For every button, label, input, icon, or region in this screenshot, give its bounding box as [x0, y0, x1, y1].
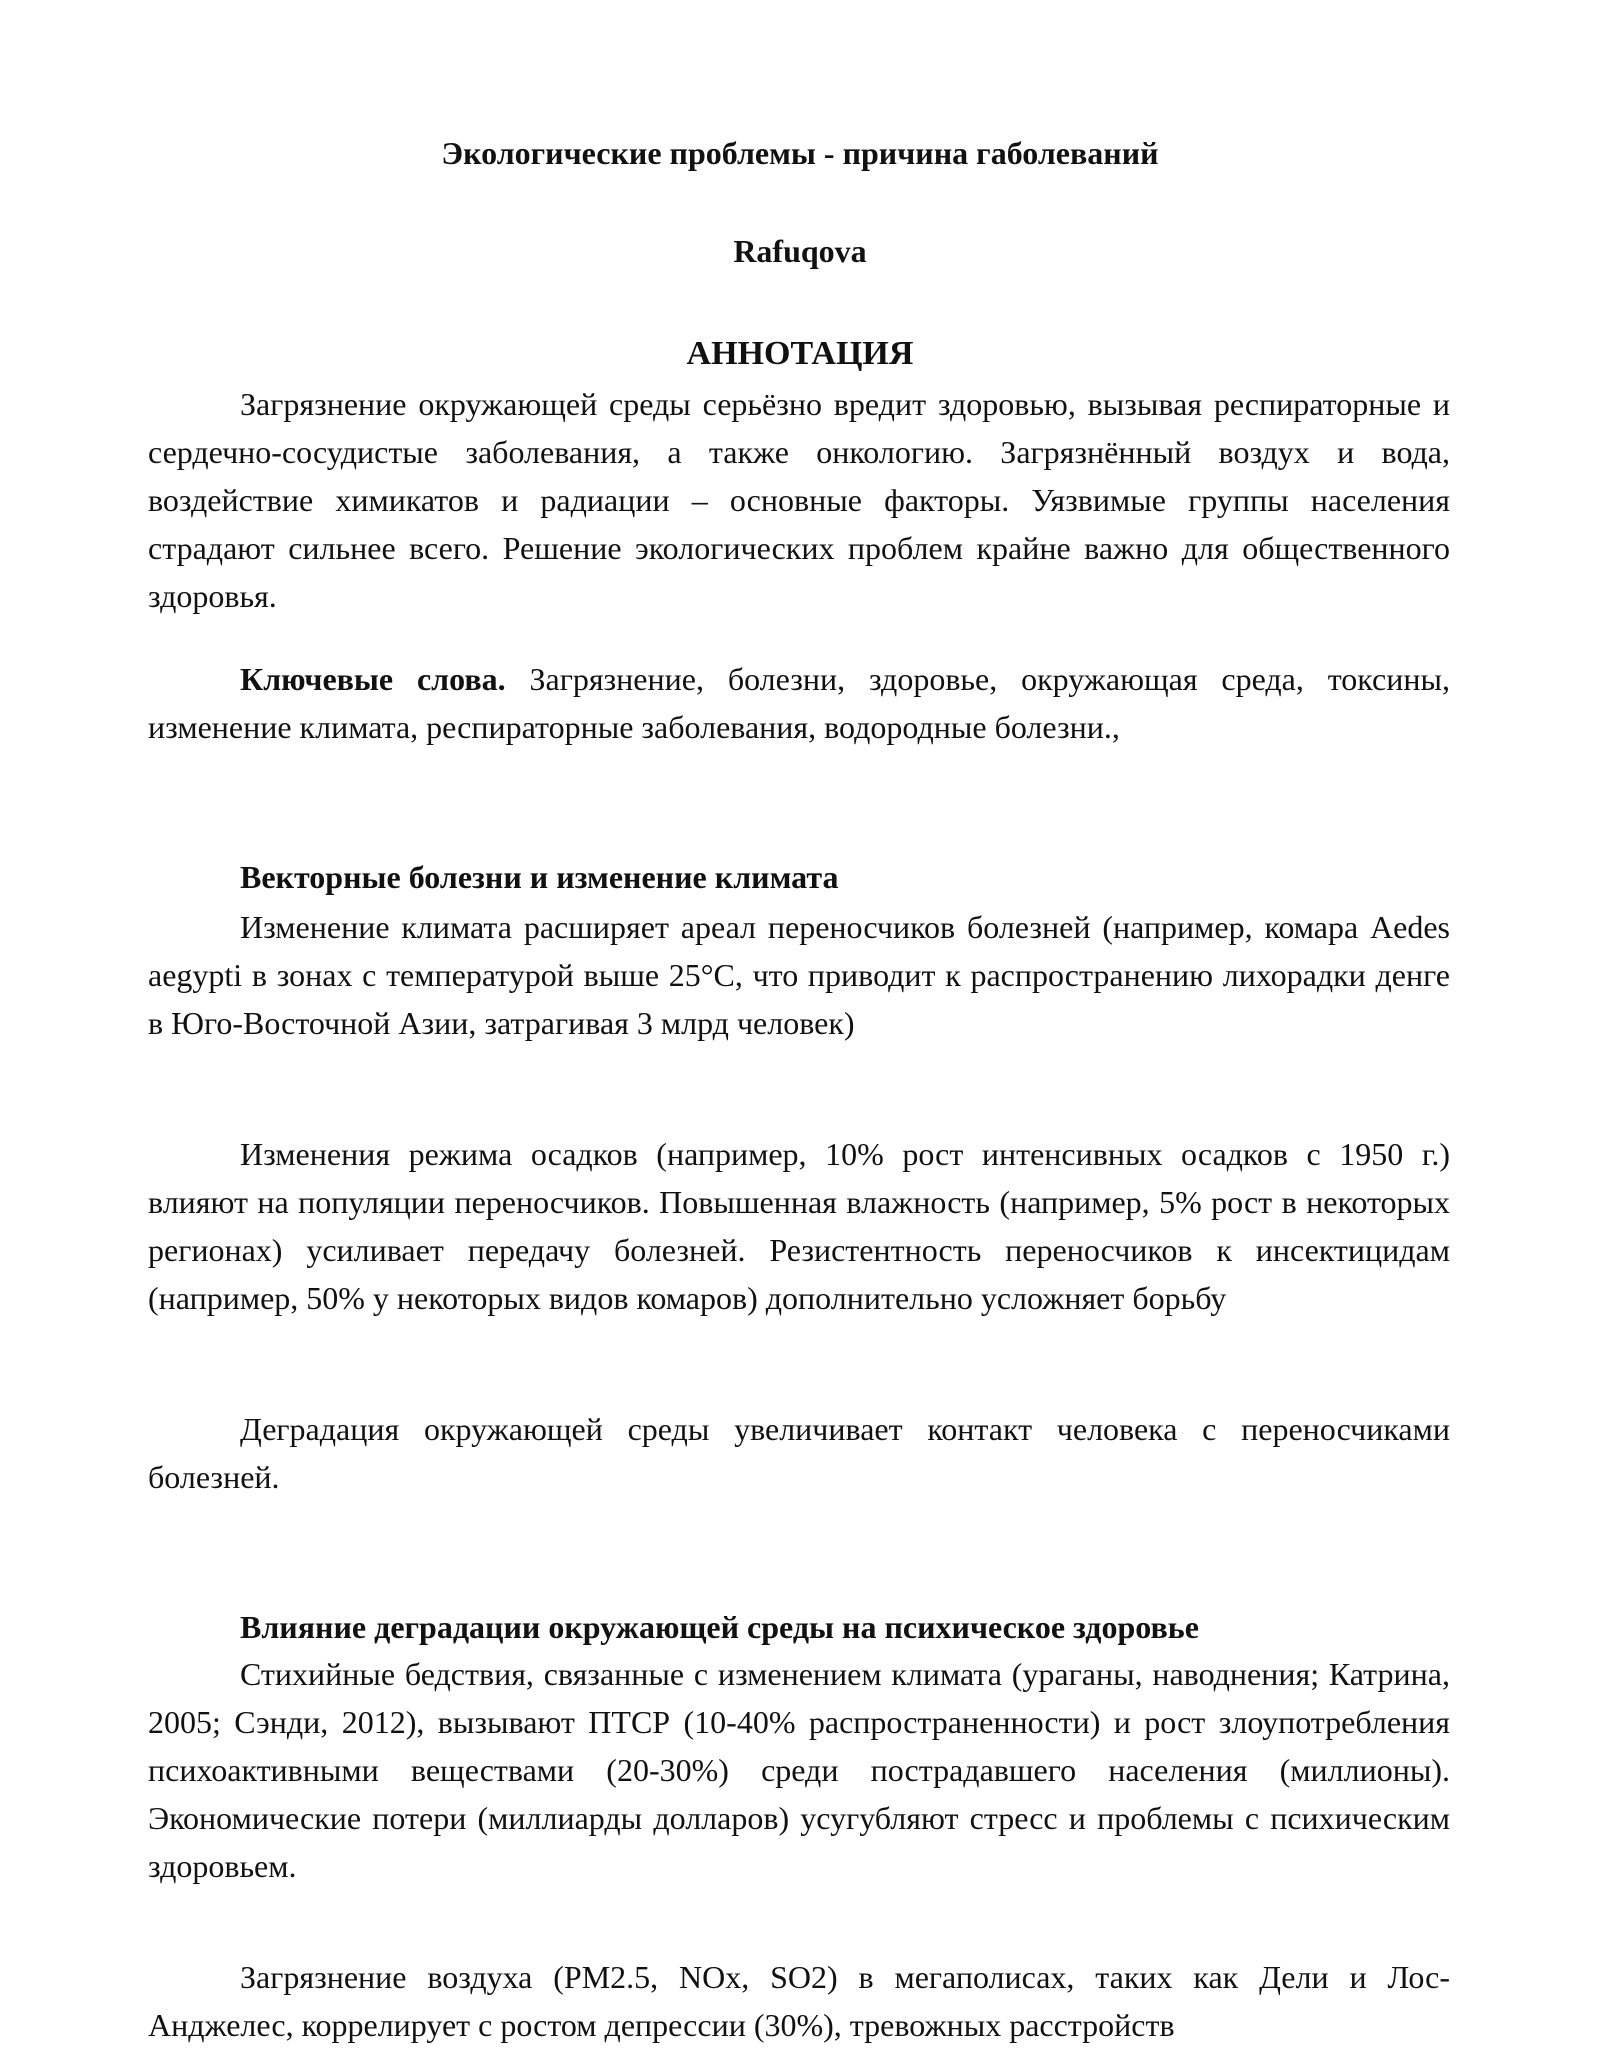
section1-paragraph-2: Изменения режима осадков (например, 10% рост интенсивных осадков с 1950 г.) влияют на популяции переносчиков. Повышенная влажность (например, 5% рост в некоторых регионах) усиливает передачу болезней. Резистентность переносчиков к инсектицидам (например, 50% у некоторых видов комаров) дополнительно усложняет борьбу	[148, 1136, 1450, 1316]
section-heading-vector-diseases: Векторные болезни и изменение климата	[240, 859, 839, 895]
section2-paragraph-2: Загрязнение воздуха (PM2.5, NOx, SO2) в мегаполисах, таких как Дели и Лос-Анджелес, коррелирует с ростом депрессии (30%), тревожных расстройств	[148, 1959, 1450, 2043]
annotation-heading: АННОТАЦИЯ	[686, 335, 914, 372]
keywords-text: Загрязнение, болезни, здоровье, окружающая среда, токсины, изменение климата, респираторные заболевания, водородные болезни.,	[148, 661, 1451, 745]
document-title: Экологические проблемы - причина габолеваний	[441, 135, 1159, 171]
section1-paragraph-3: Деградация окружающей среды увеличивает контакт человека с переносчиками болезней.	[148, 1411, 1450, 1495]
keywords-label: Ключевые слова.	[240, 661, 506, 697]
author-name: Rafuqova	[733, 233, 867, 269]
keywords-paragraph	[148, 655, 1450, 751]
section1-paragraph-1: Изменение климата расширяет ареал переносчиков болезней (например, комара Aedes aegypti в зонах с температурой выше 25°C, что приводит к распространению лихорадки денге в Юго-Восточной Азии, затрагивая 3 млрд человек)	[148, 909, 1450, 1041]
section-heading-mental-health: Влияние деградации окружающей среды на психическое здоровье	[240, 1609, 1199, 1645]
section2-paragraph-1: Стихийные бедствия, связанные с изменением климата (ураганы, наводнения; Катрина, 2005; Сэнди, 2012), вызывают ПТСР (10-40% распространенности) и рост злоупотребления психоактивными веществами (20-30%) среди пострадавшего населения (миллионы). Экономические потери (миллиарды долларов) усугубляют стресс и проблемы с психическим здоровьем.	[148, 1656, 1450, 1884]
annotation-paragraph: Загрязнение окружающей среды серьёзно вредит здоровью, вызывая респираторные и сердечно-сосудистые заболевания, а также онкологию. Загрязнённый воздух и вода, воздействие химикатов и радиации – основные факторы. Уязвимые группы населения страдают сильнее всего. Решение экологических проблем крайне важно для общественного здоровья.	[148, 386, 1450, 614]
